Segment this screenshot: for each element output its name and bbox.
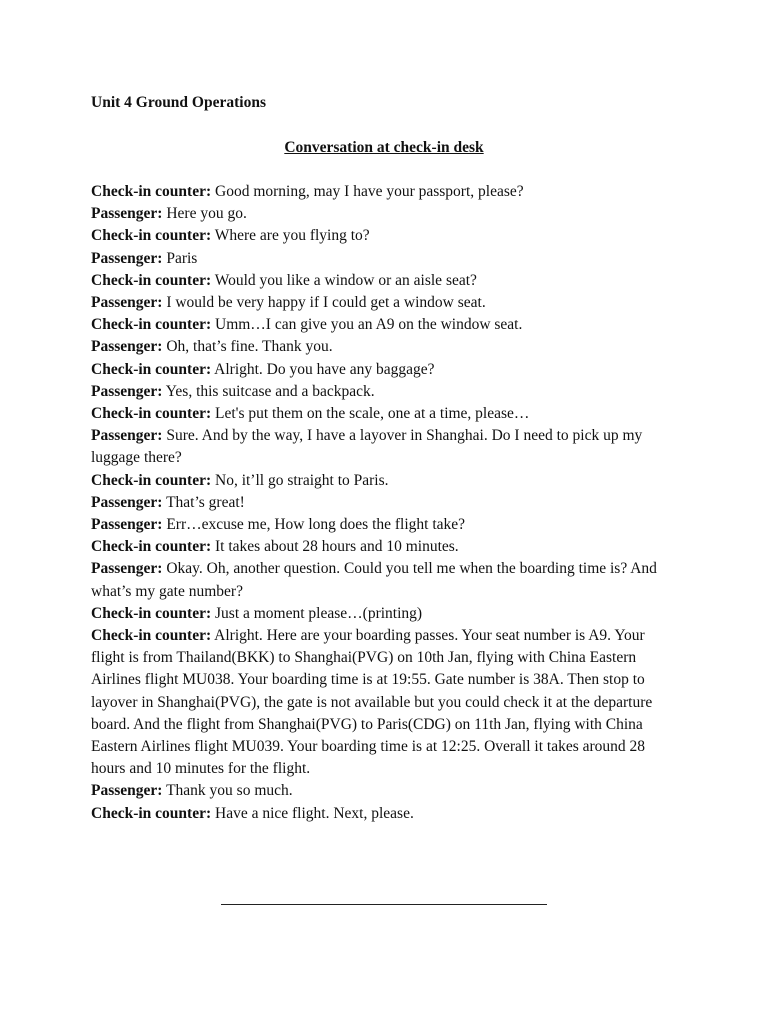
speaker-label: Check-in counter:: [91, 316, 212, 334]
dialogue-line: [91, 470, 681, 492]
speaker-label: Passenger:: [91, 249, 163, 267]
line-text: Where are you flying to?: [214, 227, 370, 245]
line-text: Paris: [166, 249, 198, 267]
line-text: Have a nice flight. Next, please.: [215, 804, 414, 822]
dialogue-line: [91, 314, 681, 336]
speaker-label: Check-in counter:: [91, 271, 212, 289]
speaker-label: Check-in counter:: [91, 604, 212, 622]
dialogue-line: [91, 248, 681, 270]
speaker-label: Check-in counter:: [91, 405, 212, 423]
dialogue-line: [91, 425, 681, 469]
dialogue-line: [91, 625, 681, 780]
dialogue-line: [91, 403, 681, 425]
line-text: I would be very happy if I could get a window seat.: [166, 294, 486, 312]
speaker-label: Check-in counter:: [91, 227, 212, 245]
dialogue-line: [91, 603, 681, 625]
dialogue-line: [91, 803, 681, 825]
speaker-label: Passenger:: [91, 493, 163, 511]
dialogue-line: [91, 181, 681, 203]
line-text: Here you go.: [166, 205, 247, 223]
line-text: That’s great!: [166, 493, 245, 511]
dialogue-line: [91, 292, 681, 314]
dialogue-line: [91, 359, 681, 381]
dialogue-line: [91, 336, 681, 358]
dialogue-line: [91, 514, 681, 536]
line-text: Umm…I can give you an A9 on the window seat.: [215, 316, 523, 334]
dialogue: [91, 181, 681, 825]
speaker-label: Check-in counter:: [91, 471, 212, 489]
dialogue-line: [91, 203, 681, 225]
line-text: Good morning, may I have your passport, please?: [215, 183, 524, 200]
line-text: Err…excuse me, How long does the flight take?: [166, 516, 466, 534]
speaker-label: Passenger:: [91, 205, 163, 223]
line-text: Alright. Here are your boarding passes. Your seat number is A9. Your flight is from Thailand(BKK) to Shanghai(PVG) on 10th Jan, flying with China Eastern Airlines flight MU038. Your boarding time is at 19:55. Gate number is 38A. Then stop to layover in Shanghai(PVG), the gate is not available but you could check it at the departure board. And the flight from Shanghai(PVG) to Paris(CDG) on 11th Jan, flying with China Eastern Airlines flight MU039. Your boarding time is at 12:25. Overall it takes around 28 hours and 10 minutes for the flight.: [91, 627, 653, 778]
speaker-label: Check-in counter:: [91, 183, 212, 200]
dialogue-line: [91, 492, 681, 514]
dialogue-line: [91, 381, 681, 403]
line-text: Just a moment please…(printing): [215, 604, 423, 622]
speaker-label: Passenger:: [91, 294, 163, 312]
line-text: Let's put them on the scale, one at a time, please…: [215, 405, 530, 423]
speaker-label: Passenger:: [91, 782, 163, 800]
speaker-label: Check-in counter:: [91, 360, 212, 378]
dialogue-line: [91, 780, 681, 802]
signature-line: [221, 904, 547, 905]
dialogue-line: [91, 558, 681, 602]
speaker-label: Passenger:: [91, 338, 163, 356]
speaker-label: Check-in counter:: [91, 538, 212, 556]
line-text: Oh, that’s fine. Thank you.: [166, 338, 333, 356]
dialogue-line: [91, 270, 681, 292]
speaker-label: Check-in counter:: [91, 804, 212, 822]
line-text: Would you like a window or an aisle seat?: [214, 271, 477, 289]
line-text: Okay. Oh, another question. Could you tell me when the boarding time is? And what’s my gate number?: [91, 560, 657, 600]
unit-title: Unit 4 Ground Operations: [91, 94, 266, 111]
line-text: It takes about 28 hours and 10 minutes.: [215, 538, 459, 556]
line-text: No, it’ll go straight to Paris.: [215, 471, 389, 489]
speaker-label: Passenger:: [91, 382, 163, 400]
line-text: Alright. Do you have any baggage?: [214, 360, 435, 378]
line-text: Yes, this suitcase and a backpack.: [165, 382, 375, 400]
conversation-title: Conversation at check-in desk: [284, 139, 484, 156]
line-text: Thank you so much.: [166, 782, 293, 800]
speaker-label: Passenger:: [91, 516, 163, 534]
speaker-label: Passenger:: [91, 560, 163, 578]
dialogue-line: [91, 536, 681, 558]
dialogue-line: [91, 225, 681, 247]
line-text: Sure. And by the way, I have a layover in Shanghai. Do I need to pick up my luggage there?: [91, 427, 643, 467]
speaker-label: Check-in counter:: [91, 627, 212, 645]
speaker-label: Passenger:: [91, 427, 163, 445]
